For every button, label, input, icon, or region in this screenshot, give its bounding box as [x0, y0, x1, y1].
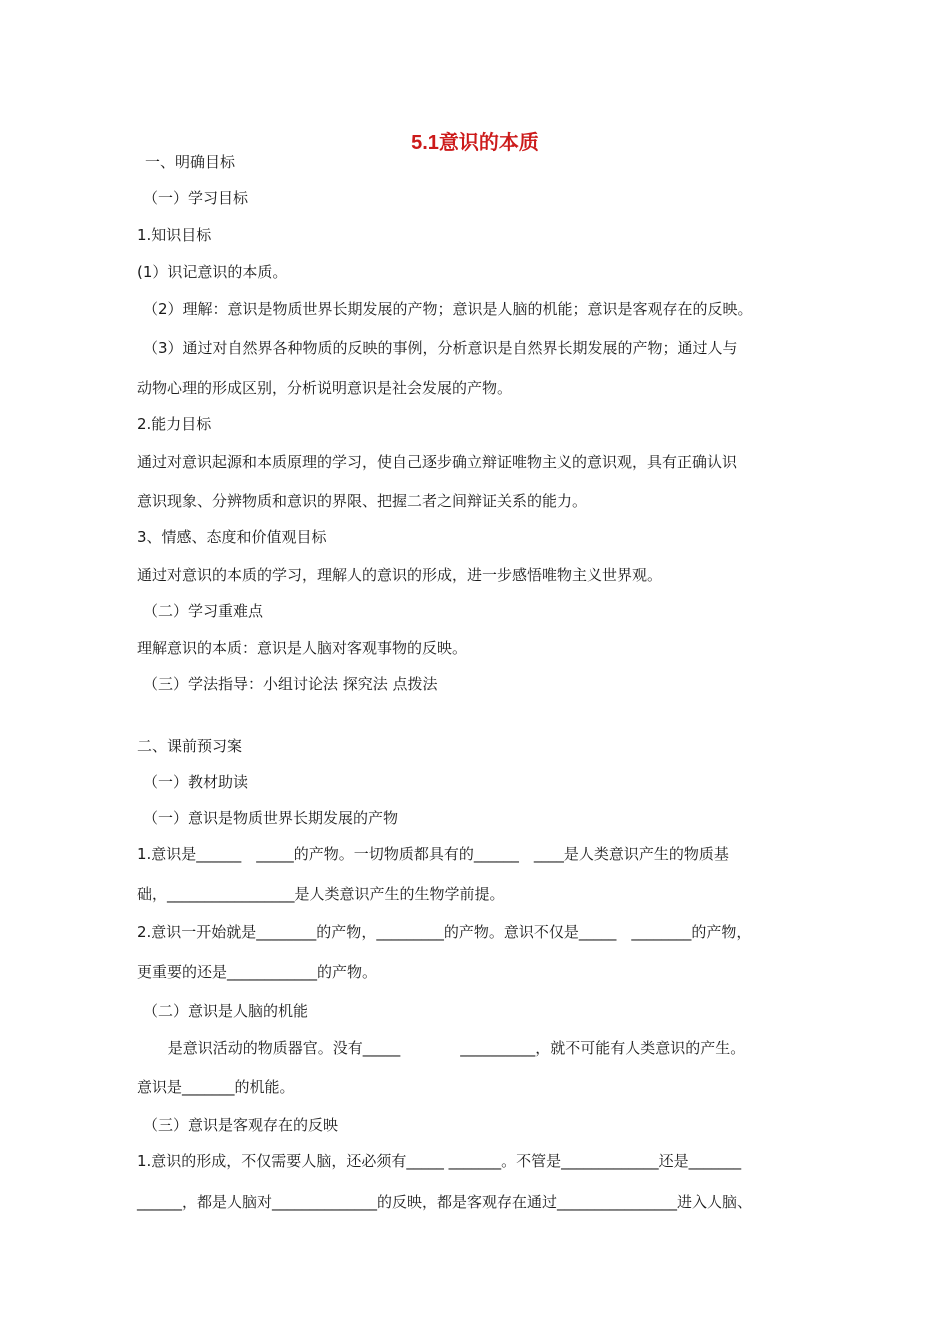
paragraph-line: (1）识记意识的本质。 [137, 263, 288, 281]
document-title: 5.1意识的本质 [411, 132, 539, 154]
subsection-heading: （三）意识是客观存在的反映 [143, 1116, 339, 1134]
fill-in-line: 1.意识的形成，不仅需要人脑，还必须有_____ _______。不管是_____________还是_______ [137, 1152, 742, 1170]
paragraph-line: 理解意识的本质：意识是人脑对客观事物的反映。 [137, 639, 468, 657]
subsection-heading: （一）意识是物质世界长期发展的产物 [143, 809, 399, 827]
paragraph-line: 动物心理的形成区别，分析说明意识是社会发展的产物。 [137, 379, 513, 397]
subsection-heading: （一）教材助读 [143, 773, 249, 791]
fill-in-line: 更重要的还是____________的产物。 [137, 963, 378, 981]
paragraph-line: 通过对意识的本质的学习，理解人的意识的形成，进一步感悟唯物主义世界观。 [137, 566, 663, 584]
paragraph-line: 通过对意识起源和本质原理的学习，使自己逐步确立辩证唯物主义的意识观，具有正确认识 [137, 453, 738, 471]
paragraph-line: （3）通过对自然界各种物质的反映的事例，分析意识是自然界长期发展的产物；通过人与 [143, 339, 738, 357]
fill-in-line: ______，都是人脑对______________的反映，都是客观存在通过________________进入人脑、 [137, 1193, 753, 1211]
section-heading: 二、课前预习案 [137, 737, 243, 755]
paragraph-line: 意识现象、分辨物质和意识的界限、把握二者之间辩证关系的能力。 [137, 492, 588, 510]
subheading: 1.知识目标 [137, 226, 212, 244]
subheading: 2.能力目标 [137, 415, 212, 433]
fill-in-line: 意识是_______的机能。 [137, 1078, 295, 1096]
paragraph-line: （2）理解：意识是物质世界长期发展的产物；意识是人脑的机能；意识是客观存在的反映。 [143, 300, 753, 318]
paragraph-line: （三）学法指导：小组讨论法 探究法 点拨法 [143, 675, 438, 693]
fill-in-line: 1.意识是______ _____的产物。一切物质都具有的______ ____是人类意识产生的物质基 [137, 845, 729, 863]
section-heading: 一、明确目标 [145, 153, 236, 171]
subsection-heading: （二）意识是人脑的机能 [143, 1002, 309, 1020]
fill-in-line: 2.意识一开始就是________的产物，_________的产物。意识不仅是_____ ________的产物， [137, 923, 752, 941]
subsection-heading: （二）学习重难点 [143, 602, 264, 620]
subsection-heading: （一）学习目标 [143, 189, 249, 207]
fill-in-line: 是意识活动的物质器官。没有_____ __________，就不可能有人类意识的产生。 [148, 1039, 746, 1057]
fill-in-line: 础，_________________是人类意识产生的生物学前提。 [137, 885, 505, 903]
subheading: 3、情感、态度和价值观目标 [137, 528, 327, 546]
